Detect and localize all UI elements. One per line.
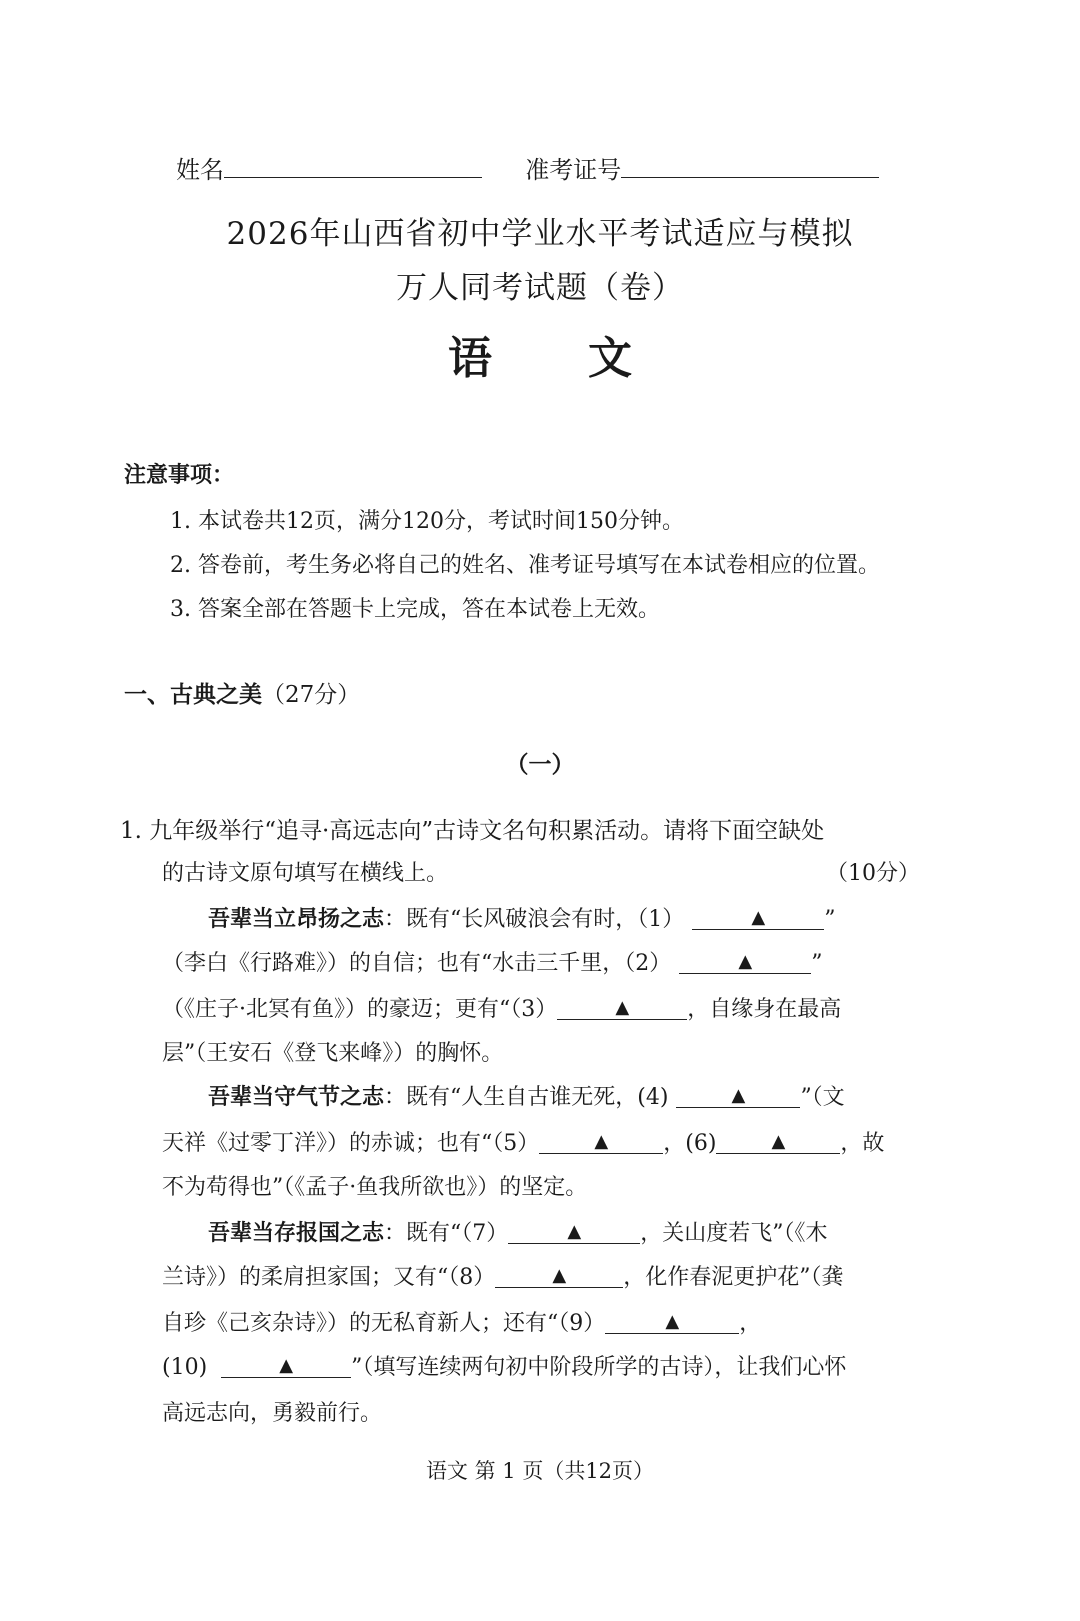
exam-id-blank-line[interactable]: [621, 153, 879, 178]
p3-line3: [162, 1306, 761, 1337]
p3-lead: 吾辈当存报国之志: [208, 1221, 385, 1246]
answer-blank-7[interactable]: [508, 1221, 640, 1244]
p3-line3-text-a: 自珍《己亥杂诗》）的无私育新人；还有“（9）: [162, 1311, 606, 1336]
subject-title: [0, 322, 1080, 386]
exam-title-line2: 万人同考试题（卷）: [396, 270, 684, 306]
name-label: 姓名: [176, 156, 224, 184]
triangle-icon: ▲: [567, 1221, 582, 1242]
triangle-icon: ▲: [738, 951, 753, 972]
p3-line4-text-b: ”（填写连续两句初中阶段所学的古诗），让我们心怀: [351, 1355, 847, 1380]
p2-line2-text-b: ，(6): [663, 1131, 717, 1156]
p1-line2-text-a: （李白《行路难》）的自信；也有“水击三千里，（2）: [162, 951, 672, 976]
p1-line3: [162, 992, 841, 1023]
p1-line3-text-b: ，自缘身在最高: [687, 997, 842, 1022]
note-item-1: 1. 本试卷共12页，满分120分，考试时间150分钟。: [170, 509, 684, 534]
p3-line2-text-b: ，化作春泥更护花”（龚: [623, 1265, 844, 1290]
p2-line2-text-c: ，故: [840, 1131, 885, 1156]
question-1-stem-line1: 1. 九年级举行“追寻·高远志向”古诗文名句积累活动。请将下面空缺处: [120, 818, 825, 844]
triangle-icon: ▲: [665, 1311, 680, 1332]
question-1-score: （10分）: [826, 861, 920, 886]
answer-blank-10[interactable]: [221, 1355, 351, 1378]
p3-line4: [162, 1350, 846, 1381]
page-footer: 语文 第 1 页（共12页）: [425, 1459, 655, 1483]
part-heading: （一）: [505, 751, 575, 778]
p1-line3-text-a: （《庄子·北冥有鱼》）的豪迈；更有“（3）: [162, 997, 558, 1022]
candidate-info-row: [176, 150, 879, 185]
triangle-icon: ▲: [751, 907, 766, 928]
p3-line2: [162, 1260, 844, 1291]
exam-title-line1: 2026年山西省初中学业水平考试适应与模拟: [226, 216, 854, 252]
answer-blank-5[interactable]: [539, 1131, 663, 1154]
triangle-icon: ▲: [615, 997, 630, 1018]
answer-blank-8[interactable]: [495, 1265, 623, 1288]
notes-heading: 注意事项：: [124, 463, 235, 488]
triangle-icon: ▲: [552, 1265, 567, 1286]
p2-line2: [162, 1126, 884, 1157]
answer-blank-9[interactable]: [605, 1311, 739, 1334]
triangle-icon: ▲: [594, 1131, 609, 1152]
p2-line2-text-a: 天祥《过零丁洋》）的赤诚；也有“（5）: [162, 1131, 540, 1156]
section-heading: [124, 676, 360, 709]
section-points: （27分）: [262, 682, 361, 708]
answer-blank-4[interactable]: [676, 1085, 800, 1108]
answer-blank-2[interactable]: [679, 951, 811, 974]
p3-line1: [208, 1216, 828, 1247]
subject-char-2: 文: [588, 333, 632, 384]
p1-line1-text-a: ：既有“长风破浪会有时，（1）: [384, 907, 685, 932]
p1-lead: 吾辈当立昂扬之志: [208, 907, 385, 932]
subject-char-1: 语: [448, 333, 492, 384]
p3-line1-text-a: ：既有“（7）: [384, 1221, 509, 1246]
p3-line3-text-b: ，: [739, 1311, 762, 1336]
name-blank-line[interactable]: [224, 153, 482, 178]
note-item-2: 2. 答卷前，考生务必将自己的姓名、准考证号填写在本试卷相应的位置。: [170, 553, 880, 578]
p3-line2-text-a: 兰诗》）的柔肩担家国；又有“（8）: [162, 1265, 496, 1290]
p2-line1: [208, 1080, 845, 1111]
p1-line2-text-b: ”: [811, 951, 823, 976]
p1-line1: [208, 902, 836, 933]
p2-line3: 不为苟得也”（《孟子·鱼我所欲也》）的坚定。: [162, 1175, 588, 1200]
triangle-icon: ▲: [771, 1131, 786, 1152]
p1-line1-text-b: ”: [824, 907, 836, 932]
p2-line1-text-b: ”（文: [800, 1085, 845, 1110]
p3-line5: 高远志向，勇毅前行。: [162, 1401, 383, 1426]
answer-blank-3[interactable]: [557, 997, 687, 1020]
p3-line4-text-a: (10): [162, 1355, 208, 1380]
p2-line1-text-a: ：既有“人生自古谁无死，(4): [384, 1085, 669, 1110]
p2-lead: 吾辈当守气节之志: [208, 1085, 385, 1110]
note-item-3: 3. 答案全部在答题卡上完成，答在本试卷上无效。: [170, 597, 660, 622]
triangle-icon: ▲: [731, 1085, 746, 1106]
p1-line4: 层”（王安石《登飞来峰》）的胸怀。: [162, 1041, 504, 1066]
p3-line1-text-b: ，关山度若飞”（《木: [640, 1221, 828, 1246]
section-title: 一、古典之美: [124, 682, 262, 708]
question-1-stem-line2: 的古诗文原句填写在横线上。: [162, 861, 449, 886]
answer-blank-1[interactable]: [692, 907, 824, 930]
p1-line2: [162, 946, 823, 977]
triangle-icon: ▲: [279, 1355, 294, 1376]
exam-id-label: 准考证号: [525, 156, 622, 184]
answer-blank-6[interactable]: [716, 1131, 840, 1154]
